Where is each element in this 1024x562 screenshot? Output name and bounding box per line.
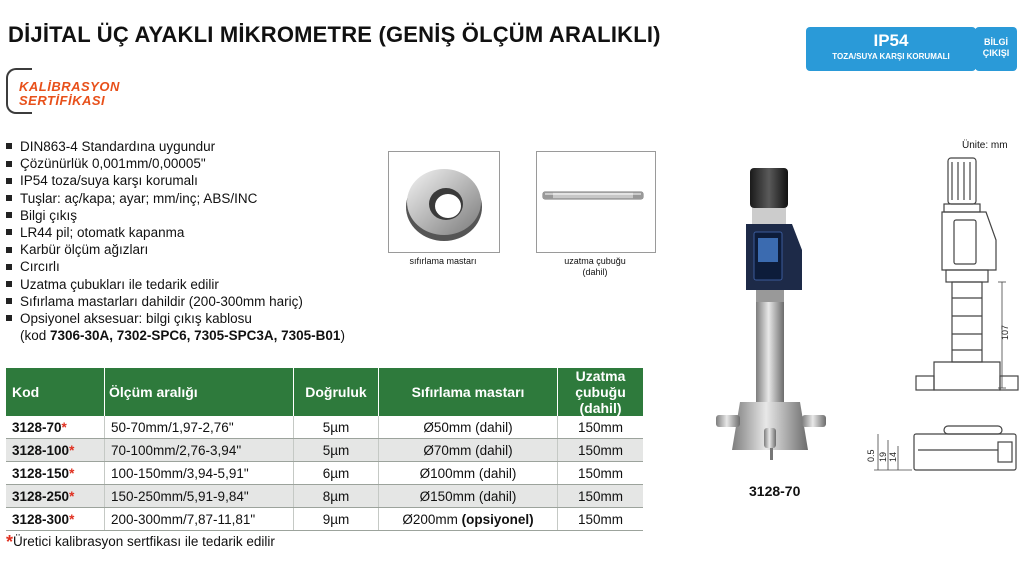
table-row: [6, 439, 643, 462]
bullet-icon: [6, 143, 12, 149]
footnote: [6, 532, 275, 553]
col-header-range: Ölçüm aralığı: [105, 368, 294, 416]
bullet-icon: [6, 212, 12, 218]
cell-rod: 150mm: [558, 508, 644, 531]
cell-accuracy: 8µm: [294, 485, 379, 508]
table-row: [6, 416, 643, 439]
bullet-icon: [6, 195, 12, 201]
list-item: IP54 toza/suya karşı korumalı: [6, 172, 345, 189]
cell-accuracy: 5µm: [294, 416, 379, 439]
table-row: [6, 485, 643, 508]
ip54-badge: [806, 27, 976, 71]
footnote-text: Üretici kalibrasyon sertfikası ile tedarik edilir: [13, 534, 275, 549]
cell-range: 50-70mm/1,97-2,76": [105, 416, 294, 439]
cell-ring: Ø200mm (opsiyonel): [379, 508, 558, 531]
bullet-icon: [6, 161, 12, 167]
cell-rod: 150mm: [558, 416, 644, 439]
cell-ring: Ø70mm (dahil): [379, 439, 558, 462]
bullet-icon: [6, 315, 12, 321]
accessory-codes: (kod 7306-30A, 7302-SPC6, 7305-SPC3A, 7305-B01): [20, 328, 345, 344]
setting-ring-photo: [388, 151, 500, 253]
cell-code: 3128-150*: [6, 462, 105, 485]
certificate-line2: SERTİFİKASI: [19, 93, 106, 108]
list-item: Bilgi çıkış: [6, 207, 345, 224]
bullet-icon: [6, 264, 12, 270]
extension-rod-photo: [536, 151, 656, 253]
list-item: LR44 pil; otomatk kapanma: [6, 224, 345, 241]
extension-rod-caption-line1: uzatma çubuğu: [564, 256, 626, 266]
bullet-icon: [6, 298, 12, 304]
extension-rod-caption: [536, 256, 654, 278]
col-header-code: Kod: [6, 368, 105, 416]
ip54-subtitle: TOZA/SUYA KARŞI KORUMALI: [832, 52, 950, 61]
calibration-certificate-logo: [6, 68, 138, 112]
list-item: Opsiyonel aksesuar: bilgi çıkış kablosu: [6, 310, 345, 327]
list-item: Çözünürlük 0,001mm/0,00005": [6, 155, 345, 172]
dim-107: 107: [1000, 324, 1010, 340]
cell-code: 3128-250*: [6, 485, 105, 508]
cell-rod: 150mm: [558, 462, 644, 485]
col-header-accuracy: Doğruluk: [294, 368, 379, 416]
page-title: DİJİTAL ÜÇ AYAKLI MİKROMETRE (GENİŞ ÖLÇÜM ARALIKLI): [8, 22, 661, 47]
cell-range: 70-100mm/2,76-3,94": [105, 439, 294, 462]
footnote-star: *: [6, 532, 14, 552]
dim-0-5: 0.5: [866, 449, 876, 462]
micrometer-photo: [710, 160, 840, 465]
cell-code: 3128-300*: [6, 508, 105, 531]
bullet-icon: [6, 229, 12, 235]
cell-range: 100-150mm/3,94-5,91": [105, 462, 294, 485]
ip54-title: IP54: [873, 31, 909, 50]
setting-ring-image: [389, 152, 499, 252]
bullet-icon: [6, 281, 12, 287]
cell-accuracy: 6µm: [294, 462, 379, 485]
table-row: [6, 462, 643, 485]
dim-19: 19: [878, 451, 888, 462]
cell-accuracy: 5µm: [294, 439, 379, 462]
bullet-icon: [6, 178, 12, 184]
data-output-line2: ÇIKIŞI: [982, 48, 1010, 58]
cell-ring: Ø100mm (dahil): [379, 462, 558, 485]
table-row: [6, 508, 643, 531]
cell-rod: 150mm: [558, 439, 644, 462]
data-output-badge: [975, 27, 1017, 71]
technical-drawing: [860, 150, 1020, 490]
cell-range: 150-250mm/5,91-9,84": [105, 485, 294, 508]
extension-rod-caption-line2: (dahil): [582, 267, 608, 277]
extension-rod-image: [537, 152, 655, 252]
list-item: DIN863-4 Standardına uygundur: [6, 138, 345, 155]
cell-accuracy: 9µm: [294, 508, 379, 531]
spec-table: [6, 368, 643, 531]
list-item: Karbür ölçüm ağızları: [6, 241, 345, 258]
bullet-icon: [6, 247, 12, 253]
cell-ring: Ø150mm (dahil): [379, 485, 558, 508]
cell-code: 3128-100*: [6, 439, 105, 462]
setting-ring-caption: sıfırlama mastarı: [409, 256, 477, 266]
col-header-ring: Sıfırlama mastarı: [379, 368, 558, 416]
cell-rod: 150mm: [558, 485, 644, 508]
feature-list: [6, 138, 345, 344]
col-header-rod: Uzatma çubuğu (dahil): [558, 368, 644, 416]
list-item: Uzatma çubukları ile tedarik edilir: [6, 276, 345, 293]
unit-label: Ünite: mm: [962, 140, 1008, 151]
model-label: 3128-70: [749, 483, 801, 499]
data-output-line1: BİLGİ: [984, 37, 1008, 47]
list-item: Tuşlar: aç/kapa; ayar; mm/inç; ABS/INC: [6, 190, 345, 207]
dim-14: 14: [888, 451, 898, 462]
cell-range: 200-300mm/7,87-11,81": [105, 508, 294, 531]
table-header-row: [6, 368, 643, 416]
certificate-line1: KALİBRASYON: [19, 79, 120, 94]
list-item: Sıfırlama mastarları dahildir (200-300mm hariç): [6, 293, 345, 310]
cell-ring: Ø50mm (dahil): [379, 416, 558, 439]
list-item: Cırcırlı: [6, 258, 345, 275]
cell-code: 3128-70*: [6, 416, 105, 439]
